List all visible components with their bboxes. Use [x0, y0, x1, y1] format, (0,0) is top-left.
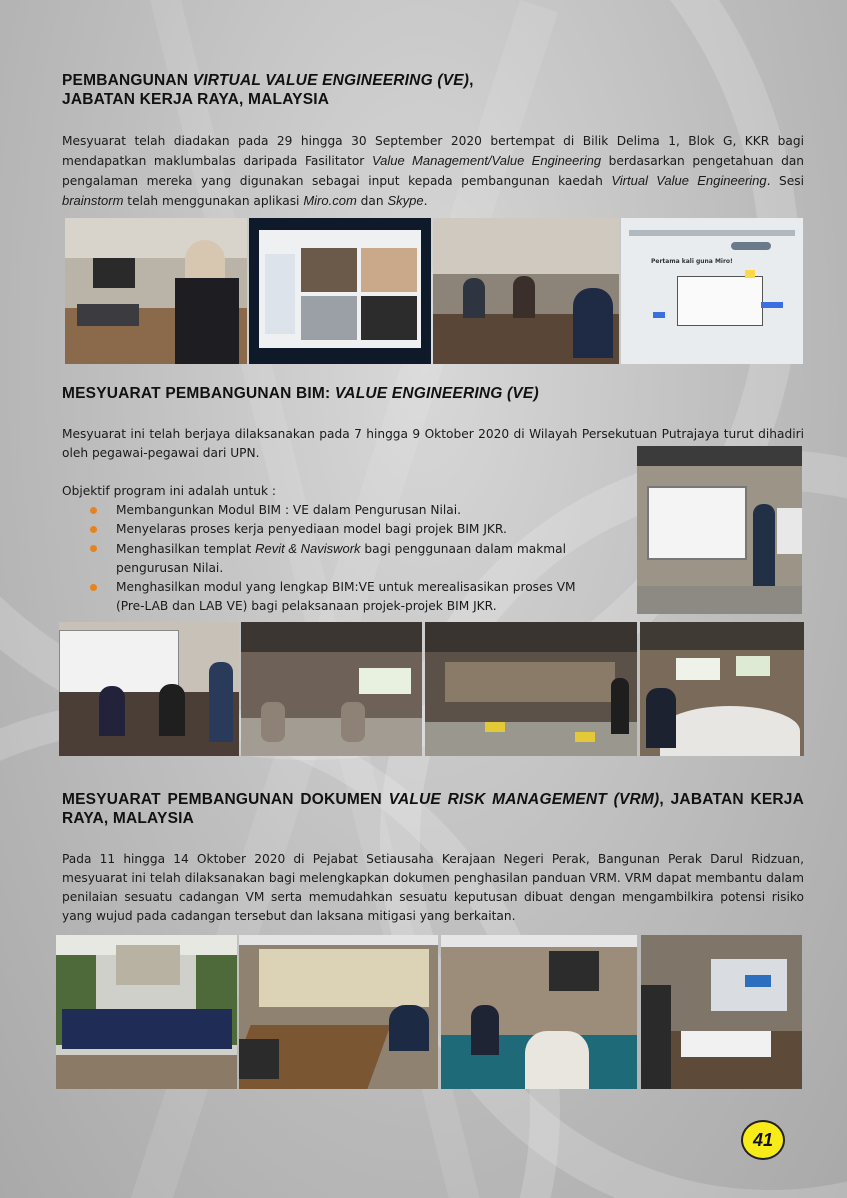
page-number-badge: 41 — [741, 1120, 785, 1160]
section1-paragraph: Mesyuarat telah diadakan pada 29 hingga 30 September 2020 bertempat di Bilik Delima 1, Blok G, KKR bagi mendapatkan maklumbalas daripada Fasilitator Value Management/Value Engineering berdasarkan pengetahuan dan pengalaman mereka yang digunakan sebagai input kepada pembangunan kaedah Virtual Value Engineering. Sesi brainstorm telah menggunakan aplikasi Miro.com dan Skype. — [62, 134, 805, 208]
section2-title: MESYUARAT PEMBANGUNAN BIM: VALUE ENGINEERING (VE) — [62, 385, 539, 402]
photo-meeting-laptop — [65, 218, 247, 364]
photo-miro-board-screen — [621, 218, 803, 364]
objectives-intro: Objektif program ini adalah untuk : — [62, 484, 276, 498]
section3-title: MESYUARAT PEMBANGUNAN DOKUMEN VALUE RISK MANAGEMENT (VRM), JABATAN KERJA RAYA, MALAYSIA — [62, 791, 804, 827]
objective-item: Menyelaras proses kerja penyediaan model bagi projek BIM JKR. — [62, 520, 602, 539]
photo-bim-meeting-2 — [241, 622, 422, 756]
screen-caption: Pertama kali guna Miro! — [651, 258, 733, 265]
photo-presenter-whiteboard — [637, 446, 802, 614]
photo-bim-meeting-4 — [640, 622, 804, 756]
objective-item: Membangunkan Modul BIM : VE dalam Pengurusan Nilai. — [62, 501, 602, 520]
objective-item: Menghasilkan templat Revit & Naviswork bagi penggunaan dalam makmal pengurusan Nilai. — [62, 539, 602, 578]
photo-vrm-meeting-1 — [239, 935, 438, 1089]
photo-video-call-screen — [249, 218, 431, 364]
objectives-list — [62, 501, 602, 616]
photo-bim-meeting-1 — [59, 622, 239, 756]
photo-meeting-room-1 — [433, 218, 619, 364]
section2-objectives — [62, 482, 602, 616]
photo-vrm-meeting-2 — [441, 935, 637, 1089]
section2-paragraph: Mesyuarat ini telah berjaya dilaksanakan pada 7 hingga 9 Oktober 2020 di Wilayah Persekutuan Putrajaya turut dihadiri oleh pegawai-pegawai dari UPN. — [62, 427, 804, 460]
photo-vrm-meeting-3 — [641, 935, 802, 1089]
photo-group-outdoor — [56, 935, 237, 1089]
section1-title: PEMBANGUNAN VIRTUAL VALUE ENGINEERING (VE), JABATAN KERJA RAYA, MALAYSIA — [62, 72, 474, 108]
photo-bim-meeting-3 — [425, 622, 637, 756]
objective-item: Menghasilkan modul yang lengkap BIM:VE untuk merealisasikan proses VM (Pre-LAB dan LAB VE) bagi pelaksanaan projek-projek BIM JKR. — [62, 578, 602, 616]
section3-paragraph: Pada 11 hingga 14 Oktober 2020 di Pejabat Setiausaha Kerajaan Negeri Perak, Bangunan Perak Darul Ridzuan, mesyuarat ini telah dilaksanakan bagi melengkapkan dokumen penghasilan panduan VRM. VRM dapat membantu dalam penilaian sesuatu cadangan VM serta memudahkan sesuatu keputusan dibuat dengan mengambilkira potensi risiko yang wujud pada cadangan tersebut dan laksana mitigasi yang berkaitan. — [62, 852, 804, 923]
